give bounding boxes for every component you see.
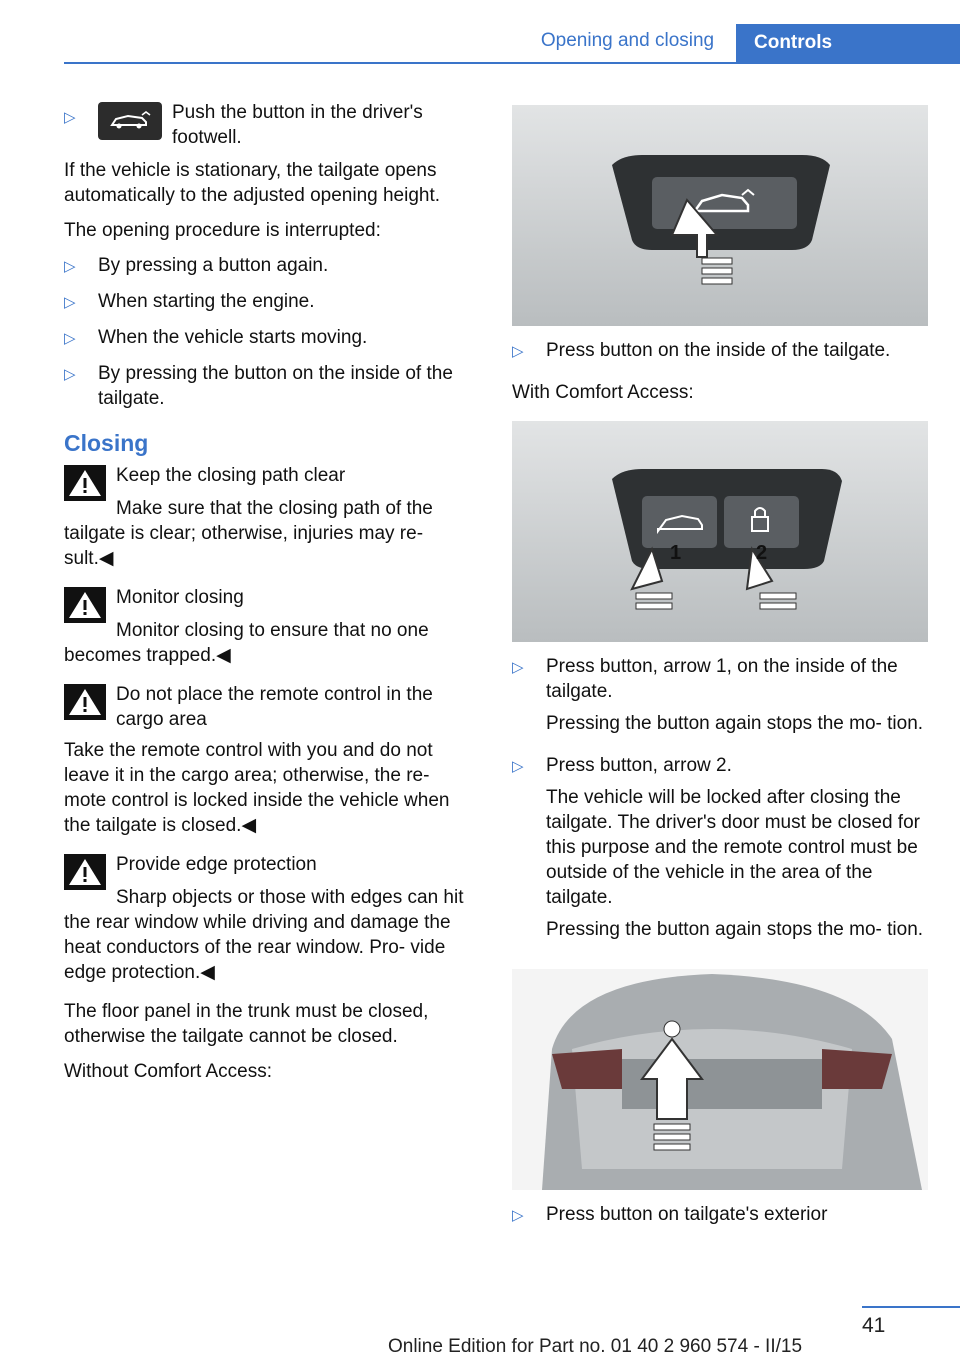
warning-body: Take the remote control with you and do not leave it in the cargo area; otherwise, the re‐ mote control is locked inside the vehicle when the tailgate is closed.◀ (64, 740, 450, 836)
paragraph-without-comfort: Without Comfort Access: (64, 1061, 273, 1082)
warning-block (64, 463, 476, 571)
list-item-subtext: The vehicle will be locked after closing the tailgate. The driver's door must be closed for this purpose and the remote control must be outside of the vehicle in the area of the tailgate. (546, 787, 920, 908)
list-item-subtext: Pressing the button again stops the mo‐ tion. (546, 713, 924, 734)
bullet-arrow-icon: ▷ (64, 258, 76, 275)
list-item (512, 1202, 928, 1228)
footwell-bullet (64, 100, 476, 150)
paragraph-stationary: If the vehicle is stationary, the tailgate opens automatically to the adjusted opening height. (64, 160, 441, 206)
list-item-text: Press button on tailgate's exterior (546, 1204, 828, 1225)
online-edition-line (0, 1336, 960, 1358)
list-item-text: By pressing the button on the inside of the tailgate. (98, 363, 453, 409)
bullet-arrow-icon: ▷ (64, 294, 76, 311)
comfort-access-buttons-photo (512, 421, 928, 642)
right-column (512, 105, 928, 1238)
list-item (512, 654, 928, 743)
tailgate-exterior-photo (512, 969, 928, 1190)
list-item (512, 338, 928, 364)
paragraph-with-comfort: With Comfort Access: (512, 382, 694, 403)
list-item (64, 253, 476, 279)
bullet-arrow-icon: ▷ (64, 109, 76, 126)
tailgate-button-icon (98, 102, 162, 140)
warning-body: Monitor closing to ensure that no one becomes trapped.◀ (64, 620, 429, 666)
bullet-arrow-icon: ▷ (512, 659, 524, 676)
list-item-text: When starting the engine. (98, 291, 315, 312)
online-edition-text: Online Edition for Part no. 01 40 2 960 574 - II/15 (387, 1336, 803, 1357)
warning-block (64, 682, 476, 838)
bullet-arrow-icon: ▷ (512, 758, 524, 775)
bullet-arrow-icon: ▷ (64, 330, 76, 347)
warning-triangle-icon (64, 587, 106, 623)
list-item (512, 753, 928, 949)
warning-title: Monitor closing (116, 587, 244, 608)
warning-triangle-icon (64, 684, 106, 720)
warning-triangle-icon (64, 854, 106, 890)
page-number: 41 (862, 1314, 886, 1337)
paragraph-interrupted: The opening procedure is interrupted: (64, 220, 381, 241)
list-item-text: By pressing a button again. (98, 255, 329, 276)
bullet-arrow-icon: ▷ (512, 1207, 524, 1224)
warning-title: Keep the closing path clear (116, 465, 346, 486)
list-item (64, 325, 476, 351)
list-item (64, 361, 476, 411)
inside-button-photo (512, 105, 928, 326)
header-chapter-tab: Controls (736, 24, 960, 62)
footer-rule (862, 1306, 960, 1308)
warning-body: Sharp objects or those with edges can hit the rear window while driving and damage the heat conductors of the rear window. Pro‐ vide edge protection.◀ (64, 887, 464, 983)
warning-body: Make sure that the closing path of the tailgate is clear; otherwise, injuries may re‐ sult.◀ (64, 498, 433, 569)
warning-title: Provide edge protection (116, 854, 317, 875)
header-rule (64, 62, 960, 64)
warning-triangle-icon (64, 465, 106, 501)
header-section-title: Opening and closing (540, 30, 715, 51)
list-item-text: Press button, arrow 1, on the inside of the tailgate. (546, 656, 898, 702)
footwell-bullet-text: Push the button in the driver's footwell. (172, 102, 423, 148)
left-column (64, 100, 476, 1094)
list-item-subtext: Pressing the button again stops the mo‐ tion. (546, 919, 924, 940)
bullet-arrow-icon: ▷ (64, 366, 76, 383)
list-item-text: When the vehicle starts moving. (98, 327, 368, 348)
list-item-text: Press button, arrow 2. (546, 755, 732, 776)
list-item (64, 289, 476, 315)
closing-heading: Closing (64, 430, 149, 456)
warning-title: Do not place the remote control in the cargo area (116, 684, 433, 730)
arrow-2-callout: 2 (756, 542, 768, 564)
list-item-text: Press button on the inside of the tailgate. (546, 340, 891, 361)
warning-block (64, 585, 476, 668)
paragraph-floor-panel: The floor panel in the trunk must be closed, otherwise the tailgate cannot be closed. (64, 1001, 429, 1047)
warning-block (64, 852, 476, 985)
bullet-arrow-icon: ▷ (512, 343, 524, 360)
arrow-1-callout: 1 (670, 542, 682, 564)
